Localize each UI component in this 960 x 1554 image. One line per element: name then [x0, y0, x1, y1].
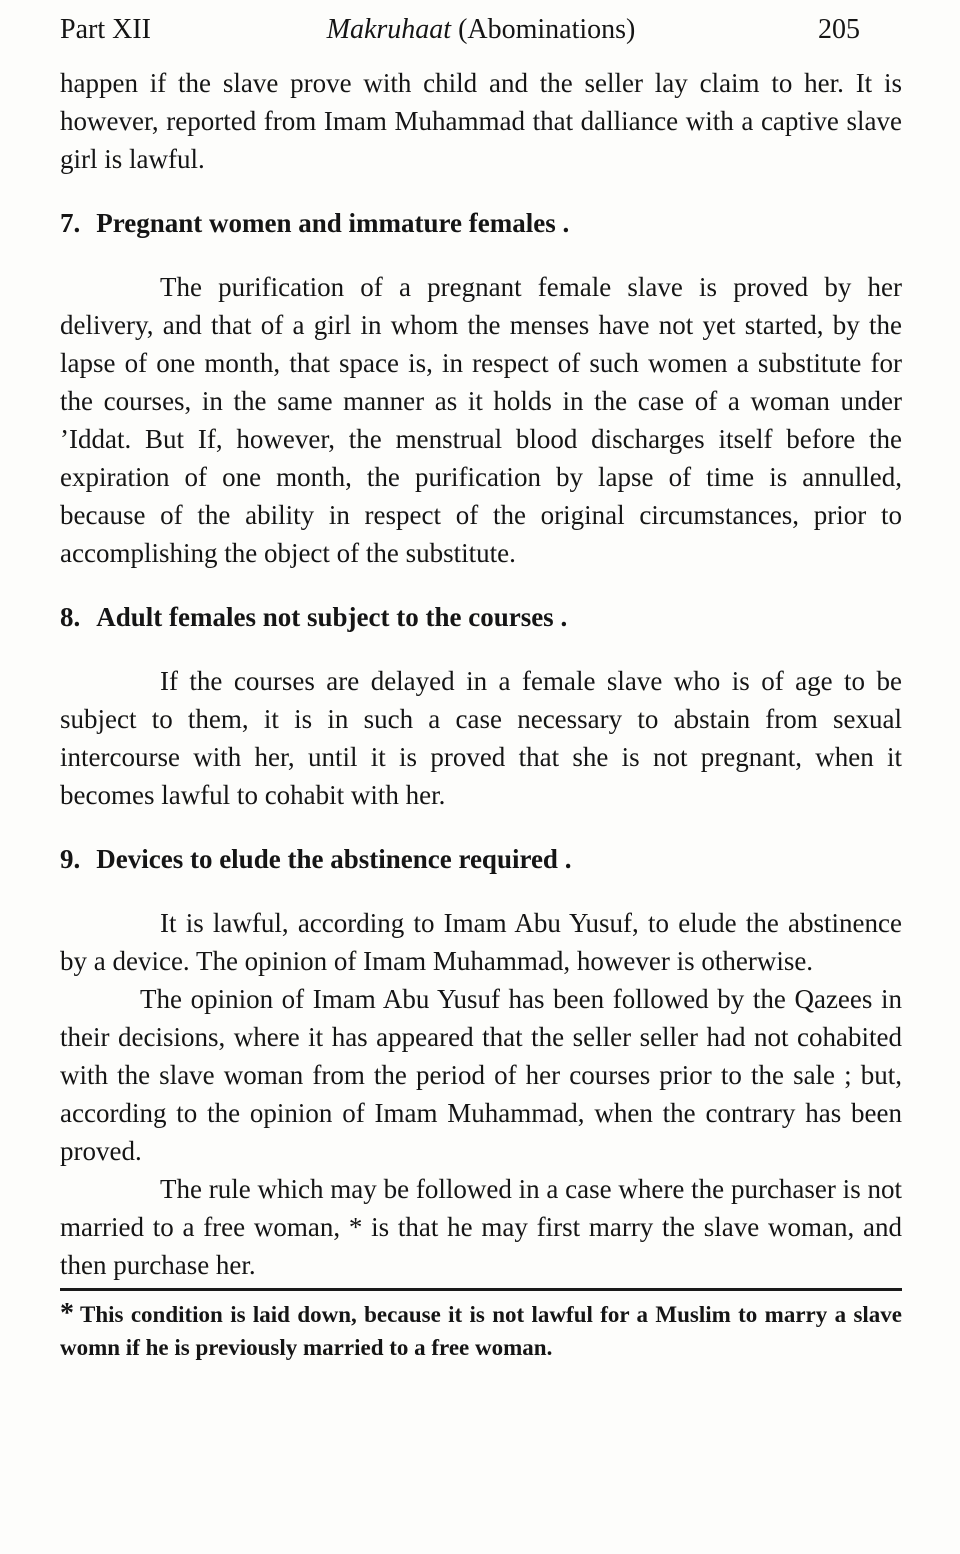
page-header	[60, 12, 902, 48]
section-title: Pregnant women and immature females .	[96, 208, 570, 238]
footnote-body: This condition is laid down, because it is not lawful for a Muslim to marry a slave womn if he is previously married to a free woman.	[60, 1302, 902, 1360]
chapter-title-italic: Makruhaat	[326, 14, 452, 45]
footnote-text	[60, 1297, 902, 1364]
section-heading-8	[60, 598, 902, 636]
section-number: 7.	[60, 208, 81, 238]
section-title: Devices to elude the abstinence required .	[96, 844, 572, 874]
page-number: 205	[818, 14, 860, 45]
page-body	[60, 64, 902, 1284]
section-heading-9	[60, 840, 902, 878]
footnote-area	[60, 1288, 902, 1364]
paragraph-intro: happen if the slave prove with child and the seller lay claim to her. It is however, reported from Imam Muhammad that dalliance with a captive slave girl is lawful.	[60, 68, 902, 174]
paragraph: The purification of a pregnant female slave is proved by her delivery, and that of a girl in whom the menses have not yet started, by the lapse of one month, that space is, in respect of such women a substitute for the courses, in the same manner as it holds in the case of a woman under ’Iddat. But If, however, the menstrual blood discharges itself before the expiration of one month, the purification by lapse of time is annulled, because of the ability in respect of the original circumstances, prior to accomplishing the object of the substitute.	[60, 272, 902, 568]
paragraph: It is lawful, according to Imam Abu Yusuf, to elude the abstinence by a device. The opinion of Imam Muhammad, however is otherwise.	[60, 908, 902, 976]
section-heading-7	[60, 204, 902, 242]
paragraph: The opinion of Imam Abu Yusuf has been followed by the Qazees in their decisions, where it has appeared that the seller seller had not cohabited with the slave woman from the period of her courses prior to the sale ; but, according to the opinion of Imam Muhammad, when the contrary has been proved.	[60, 984, 902, 1166]
section-number: 8.	[60, 602, 81, 632]
paragraph: The rule which may be followed in a case where the purchaser is not married to a free woman, * is that he may first marry the slave woman, and then purchase her.	[60, 1174, 902, 1280]
chapter-title-rest: (Abominations)	[451, 14, 636, 45]
part-label: Part XII	[60, 14, 151, 45]
footnote-marker: *	[60, 1298, 74, 1329]
section-number: 9.	[60, 844, 81, 874]
section-title: Adult females not subject to the courses .	[96, 602, 568, 632]
paragraph: If the courses are delayed in a female slave who is of age to be subject to them, it is in such a case necessary to abstain from sexual intercourse with her, until it is proved that she is not pregnant, when it becomes lawful to cohabit with her.	[60, 666, 902, 810]
chapter-title	[280, 12, 682, 48]
footnote-rule	[60, 1288, 902, 1291]
